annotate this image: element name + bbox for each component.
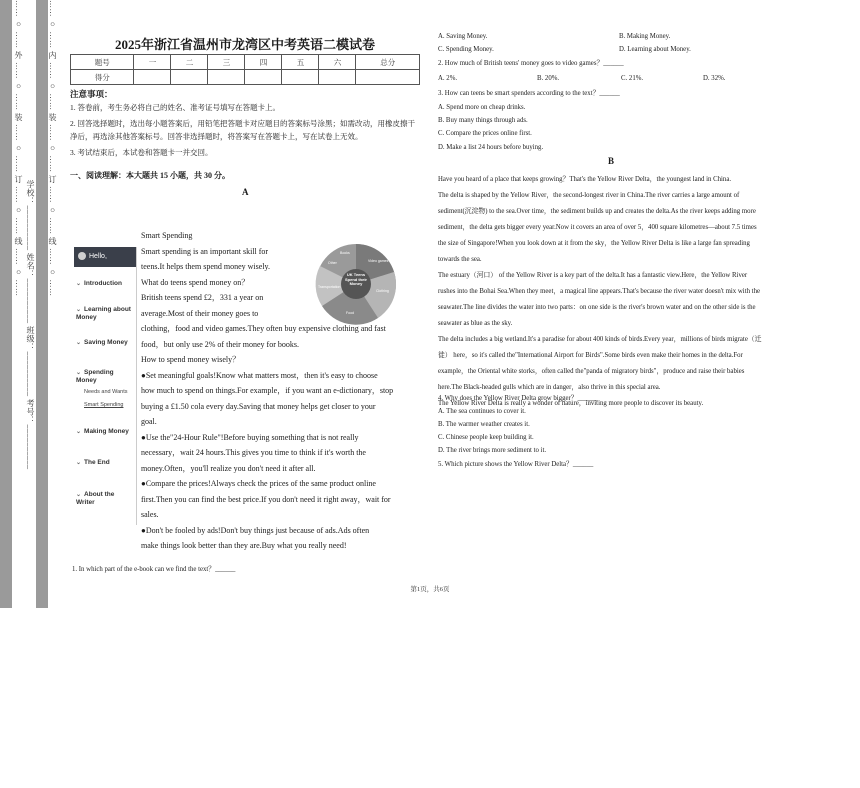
score-cell-empty <box>171 70 208 85</box>
passage-a-line: British teens spend £2，331 a year on <box>141 293 264 302</box>
passage-b-line: sediment(沉淀物) to the sea.Over time，the sediment builds up and creates the delta.As the river keeps adding more <box>438 208 756 215</box>
pie-label: Clothing <box>376 289 389 293</box>
ebook-item-saving <box>76 339 134 347</box>
q4-option-d: D. The river brings more sediment to it. <box>438 447 547 454</box>
ebook-sidebar <box>74 247 137 525</box>
avatar <box>78 252 86 260</box>
score-cell: 题号 <box>71 55 134 70</box>
ebook-item-label: Spending Money <box>76 369 114 384</box>
passage-b-line: towards the sea. <box>438 256 482 263</box>
ebook-item-label: Saving Money <box>84 339 128 346</box>
exam-title: 2025年浙江省温州市龙湾区中考英语二模试卷 <box>114 37 375 52</box>
q3-option-a: A. Spend more on cheap drinks. <box>438 104 526 111</box>
passage-b-line: sediment，the delta gets bigger every year.Now it covers an area of over 5，400 square kilometres—about 7.5 times <box>438 224 757 231</box>
ebook-item-making <box>76 428 134 436</box>
passage-b-line: The delta includes a big wetland.It's a paradise for about 400 kinds of birds.Every year，millions of birds migrate（迁 <box>438 336 762 343</box>
ebook-item-introduction <box>76 280 134 288</box>
score-table-score-row <box>71 70 420 85</box>
passage-a-line: ●Set meaningful goals!Know what matters most，then it's easy to choose <box>141 370 378 380</box>
binding-strip-left <box>0 0 12 608</box>
passage-a-line: first.Then you can find the best price.If you don't need it right away，wait for <box>141 494 391 504</box>
passage-a <box>141 228 393 554</box>
ebook-item-end <box>76 459 134 467</box>
question-5: 5. Which picture shows the Yellow River Delta？______ <box>438 461 594 468</box>
ebook-greeting: Hello, Rebecca <box>74 253 107 280</box>
binding-student-info: 学校：__________ 姓名：__________ 班级：__________ 考号：__________ <box>26 180 35 470</box>
passage-b-line: seawater as blue as the sky. <box>438 320 513 327</box>
ebook-item-label: Making Money <box>84 428 129 435</box>
passage-b-label: B <box>608 156 615 166</box>
pie-label: Food <box>346 311 354 315</box>
pie-label: Video games <box>368 259 389 263</box>
passage-b-line: 徙） here，so it's called the"International Airport for Birds".Some birds even make their homes in the delta.For <box>438 352 743 359</box>
q4-option-a: A. The sea continues to cover it. <box>438 408 526 415</box>
passage-b-line: The delta is shaped by the Yellow River，the second-longest river in China.The river carries a large amount of <box>438 192 740 199</box>
q2-option-c: C. 21%. <box>621 75 644 82</box>
question-1: 1. In which part of the e-book can we find the text？______ <box>72 566 236 573</box>
note-line: 2. 回答选择题时，选出每小题答案后，用铅笔把答题卡对应题目的答案标号涂黑；如需改动，用橡皮擦干 <box>70 119 415 128</box>
chevron-down-icon: ⌄ <box>76 429 82 435</box>
passage-a-line: average.Most of their money goes to <box>141 308 259 318</box>
q4-option-c: C. Chinese people keep building it. <box>438 434 534 441</box>
ebook-item-writer <box>76 491 134 507</box>
pie-center-label: UK Teens Spend their Money <box>344 273 367 287</box>
passage-a-line: food，but only use 2% of their money for books. <box>141 339 299 349</box>
passage-a-line: goal. <box>141 417 157 426</box>
passage-a-line: ●Compare the prices!Always check the prices of the same product online <box>141 479 376 488</box>
score-cell-empty <box>319 70 356 85</box>
q1-option-b: B. Making Money. <box>619 33 671 40</box>
score-cell: 得分 <box>71 70 134 85</box>
score-cell-empty <box>356 70 420 85</box>
ebook-item-learning <box>76 306 134 322</box>
passage-b-line: The Yellow River Delta is really a wonder of nature，inviting more people to discover its beauty. <box>438 400 704 407</box>
question-4: 4. Why does the Yellow River Delta grow bigger？______ <box>438 395 598 402</box>
ebook-item-label: The End <box>84 459 110 466</box>
passage-a-title: Smart Spending <box>141 231 193 240</box>
score-cell-empty <box>134 70 171 85</box>
chevron-down-icon: ⌄ <box>76 492 82 498</box>
pie-label: Books <box>340 251 350 255</box>
ebook-greeting-bar <box>74 247 136 280</box>
score-cell: 总分 <box>356 55 420 70</box>
q1-option-d: D. Learning about Money. <box>619 46 691 53</box>
score-cell: 三 <box>208 55 245 70</box>
q3-option-d: D. Make a list 24 hours before buying. <box>438 144 544 151</box>
ebook-subitem-needs: Needs and Wants <box>84 389 128 395</box>
passage-b-line: here.The Black-headed gulls which are in danger，also thrive in this special area. <box>438 384 661 391</box>
ebook-subitem-smart: Smart Spending <box>84 402 124 408</box>
pie-label: Transportation <box>318 285 341 289</box>
chevron-down-icon: ⌄ <box>76 307 82 313</box>
question-2: 2. How much of British teens' money goes to video games？______ <box>438 60 624 67</box>
score-cell-empty <box>245 70 282 85</box>
passage-b-line: rushes into the Bohai Sea.When they meet，a magical line appears.That's because the river water doesn't mix with the <box>438 288 760 295</box>
pie-label: Other <box>328 261 337 265</box>
score-table-header-row <box>71 55 420 70</box>
score-cell: 二 <box>171 55 208 70</box>
q2-option-b: B. 20%. <box>537 75 560 82</box>
passage-a-line: necessary，wait 24 hours.This gives you time to think if it's worth the <box>141 448 366 457</box>
note-line: 净后，再选涂其他答案标号。回答非选择题时，将答案写在答题卡上，写在试卷上无效。 <box>70 132 363 141</box>
note-line: 1. 答卷前，考生务必将自己的姓名、准考证号填写在答题卡上。 <box>70 103 280 112</box>
binding-inner-line: …… ○ …… 内 …… ○ …… 装 …… ○ …… 订 …… ○ …… 线 …… ○ …… <box>48 0 57 297</box>
score-table <box>70 54 420 85</box>
q3-option-c: C. Compare the prices online first. <box>438 130 532 137</box>
passage-a-line: buying a £1.50 cola every day.Saving that money helps get closer to your <box>141 401 376 411</box>
q1-option-a: A. Saving Money. <box>438 33 488 40</box>
score-cell-empty <box>282 70 319 85</box>
passage-a-line: Smart spending is an important skill for <box>141 246 269 256</box>
q2-option-a: A. 2%. <box>438 75 458 82</box>
passage-a-line: How to spend money wisely？ <box>141 355 241 364</box>
chevron-down-icon: ⌄ <box>76 370 82 376</box>
passage-a-line: ●Use the"24-Hour Rule"!Before buying something that is not really <box>141 432 359 442</box>
passage-a-line: sales. <box>141 510 159 519</box>
notes-title: 注意事项： <box>70 89 113 99</box>
chevron-down-icon: ⌄ <box>76 281 82 287</box>
q1-option-c: C. Spending Money. <box>438 46 494 53</box>
binding-strip-right <box>36 0 48 608</box>
score-cell: 五 <box>282 55 319 70</box>
passage-a-line: clothing，food and video games.They often buy expensive clothing and fast <box>141 324 386 333</box>
section-heading: 一、阅读理解：本大题共 15 小题，共 30 分。 <box>70 171 230 180</box>
passage-a-line: ●Don't be fooled by ads!Don't buy things just because of ads.Ads often <box>141 525 370 535</box>
chevron-down-icon: ⌄ <box>76 340 82 346</box>
ebook-item-label: Learning about Money <box>76 306 131 321</box>
passage-b-line: The estuary（河口） of the Yellow River is a key part of the delta.It has a fantastic view.Here，the Yellow River <box>438 272 748 279</box>
ebook-item-label: About the Writer <box>76 491 115 506</box>
q2-option-d: D. 32%. <box>703 75 726 82</box>
chevron-down-icon: ⌄ <box>76 460 82 466</box>
q4-option-b: B. The warmer weather creates it. <box>438 421 530 428</box>
ebook-item-spending <box>76 369 134 385</box>
binding-outer-line: …… ○ …… 外 …… ○ …… 装 …… ○ …… 订 …… ○ …… 线 …… ○ …… <box>14 0 23 297</box>
passage-b-line: the size of Singapore!When you look down at it from the sky，the Yellow River Delta is like a large fan spreading <box>438 240 750 247</box>
q3-option-b: B. Buy many things through ads. <box>438 117 528 124</box>
passage-a-label: A <box>242 187 249 197</box>
score-cell: 六 <box>319 55 356 70</box>
ebook-item-label: Introduction <box>84 280 122 287</box>
passage-b <box>438 172 798 412</box>
passage-b-line: Have you heard of a place that keeps growing？That's the Yellow River Delta，the youngest land in China. <box>438 176 732 183</box>
passage-a-line: how much to spend on things.For example，if you want an e-dictionary，stop <box>141 386 394 395</box>
passage-a-line: What do teens spend money on？ <box>141 277 250 287</box>
passage-a-line: make things look better than they are.Buy what you really need! <box>141 541 347 550</box>
score-cell: 四 <box>245 55 282 70</box>
passage-a-line: teens.It helps them spend money wisely. <box>141 262 271 271</box>
passage-b-line: example，the Oriental white storks，often called the"panda of migratory birds"，produce and raise their babies <box>438 368 745 375</box>
passage-a-line: money.Often，you'll realize you don't need it after all. <box>141 463 316 473</box>
question-3: 3. How can teens be smart spenders according to the text？______ <box>438 90 620 97</box>
page-footer: 第1页，共6页 <box>410 586 450 593</box>
note-line: 3. 考试结束后，本试卷和答题卡一并交回。 <box>70 148 213 157</box>
passage-b-line: seawater.The line divides the water into two parts：on one side is the river's brown water and on the other side is the <box>438 304 756 311</box>
score-cell-empty <box>208 70 245 85</box>
score-cell: 一 <box>134 55 171 70</box>
binding-margin <box>0 0 58 608</box>
